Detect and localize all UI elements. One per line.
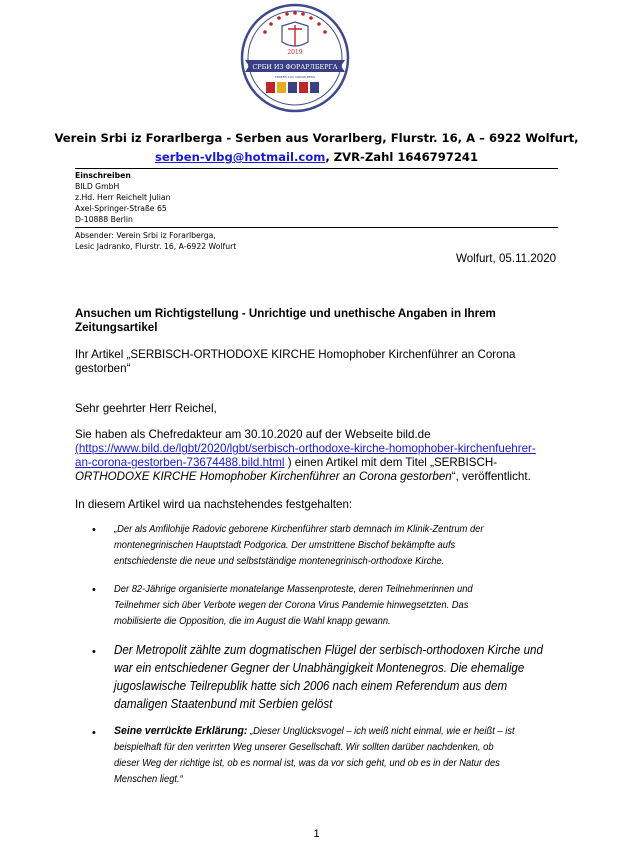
recipient-line: BILD GmbH: [75, 182, 120, 191]
article-title: ORTHODOXE KIRCHE Homophober Kirchenführer an Corona gestorben: [75, 470, 452, 483]
quote-line: Der Metropolit zählte zum dogmatischen Flügel der serbisch-orthodoxen Kirche und: [114, 643, 543, 657]
letter-subject: [75, 307, 565, 335]
recipient-line: Axel-Springer-Straße 65: [75, 204, 167, 213]
quote-line: entschiedenste die neue und selbstständige montenegrinisch-orthodoxe Kirche.: [114, 556, 445, 567]
quote-line: beispielhaft für den verirrten Weg unserer Gesellschaft. Wir sollten darüber nachdenken, ob: [114, 742, 494, 753]
sender-block: [75, 230, 236, 252]
recipient-divider: [75, 227, 558, 228]
quote-line: Der 82-Jährige organisierte monatelange Massenproteste, deren Teilnehmerinnen und: [114, 584, 473, 595]
article-link[interactable]: (https://www.bild.de/lgbt/2020/lgbt/serbisch-orthodoxe-kirche-homophober-kirchenfuehrer-: [75, 442, 536, 455]
email-link[interactable]: serben-vlbg@hotmail.com: [154, 150, 326, 164]
quote-line: damaligen Staatenbund mit Serbien gelöst: [114, 697, 333, 711]
quote-intro: In diesem Artikel wird ua nachstehendes festgehalten:: [75, 498, 353, 511]
article-link[interactable]: an-corona-gestorben-73674488.bild.html: [75, 456, 285, 469]
page-number: 1: [313, 828, 320, 840]
quote-line: „Dieser Unglücksvogel – ich weiß nicht einmal, wie er heißt – ist: [247, 726, 515, 737]
logo-banner-subtext: SERBEN AUS VORARLBERG: [274, 75, 316, 79]
body-line: ) einen Artikel mit dem Titel „SERBISCH-: [284, 456, 498, 469]
quote-line: mobilisierte die Opposition, die im August die Wahl knapp gewann.: [114, 616, 391, 627]
registered-mail-label: Einschreiben: [75, 171, 131, 180]
recipient-line: D-10888 Berlin: [75, 215, 133, 224]
sender-line: Absender: Verein Srbi iz Forarlberga,: [75, 231, 216, 240]
body-paragraph: [75, 428, 565, 484]
bullet-marker: •: [92, 584, 96, 596]
quote-line: „Der als Amfilohije Radovic geborene Kirchenführer starb demnach im Klinik-Zentrum der: [114, 524, 484, 535]
recipient-line: z.Hd. Herr Reichelt Julian: [75, 193, 171, 202]
organization-contact: [0, 150, 633, 164]
quote-bullet: [114, 641, 565, 713]
sender-line: Lesic Jadranko, Flurstr. 16, A-6922 Wolfurt: [75, 242, 237, 251]
quote-line: dieser Weg der richtige ist, ob es normal ist, was da vor sich geht, und ob es in der Natur des: [114, 758, 500, 769]
association-logo: [239, 2, 351, 114]
logo-year: 2019: [287, 49, 303, 56]
body-line: Sie haben als Chefredakteur am 30.10.2020 auf der Webseite bild.de: [75, 428, 431, 441]
recipient-block: [75, 170, 170, 225]
bullet-marker: •: [92, 727, 96, 739]
subject-line: Zeitungsartikel: [75, 321, 158, 334]
article-reference-line: gestorben“: [75, 362, 131, 375]
quote-bullet: [114, 522, 565, 570]
subject-line: Ansuchen um Richtigstellung - Unrichtige und unethische Angaben in Ihrem: [75, 307, 496, 320]
quote-line: jugoslawische Teilrepublik hatte sich 2006 nach einem Referendum aus dem: [114, 679, 508, 693]
article-reference-line: Ihr Artikel „SERBISCH-ORTHODOXE KIRCHE Homophober Kirchenführer an Corona: [75, 348, 516, 361]
quote-bullet: [114, 582, 565, 630]
registration-number: , ZVR-Zahl 1646797241: [325, 150, 479, 164]
bullet-marker: •: [92, 646, 96, 658]
quote-lead: Seine verrückte Erklärung:: [114, 725, 248, 737]
salutation: Sehr geehrter Herr Reichel,: [75, 402, 217, 415]
quote-line: Menschen liegt.“: [114, 774, 183, 785]
body-line: “, veröffentlicht.: [451, 470, 531, 483]
logo-banner-text: СРБИ ИЗ ФОРАРЛБЕРГА: [252, 63, 338, 71]
quote-line: montenegrinischen Hauptstadt Podgorica. Der umstrittene Bischof bekämpfte aufs: [114, 540, 456, 551]
quote-bullet: [114, 723, 565, 788]
bullet-marker: •: [92, 524, 96, 536]
header-divider: [75, 168, 558, 169]
article-reference: [75, 348, 565, 376]
organization-address: Verein Srbi iz Forarlberga - Serben aus Vorarlberg, Flurstr. 16, A – 6922 Wolfurt,: [54, 131, 579, 145]
quote-line: war ein entschiedener Gegner der Unabhängigkeit Montenegros. Die ehemalige: [114, 661, 525, 675]
quote-line: Teilnehmer sich über Verbote wegen der Corona Virus Pandemie hinwegsetzten. Das: [114, 600, 469, 611]
letter-date: Wolfurt, 05.11.2020: [456, 252, 557, 265]
